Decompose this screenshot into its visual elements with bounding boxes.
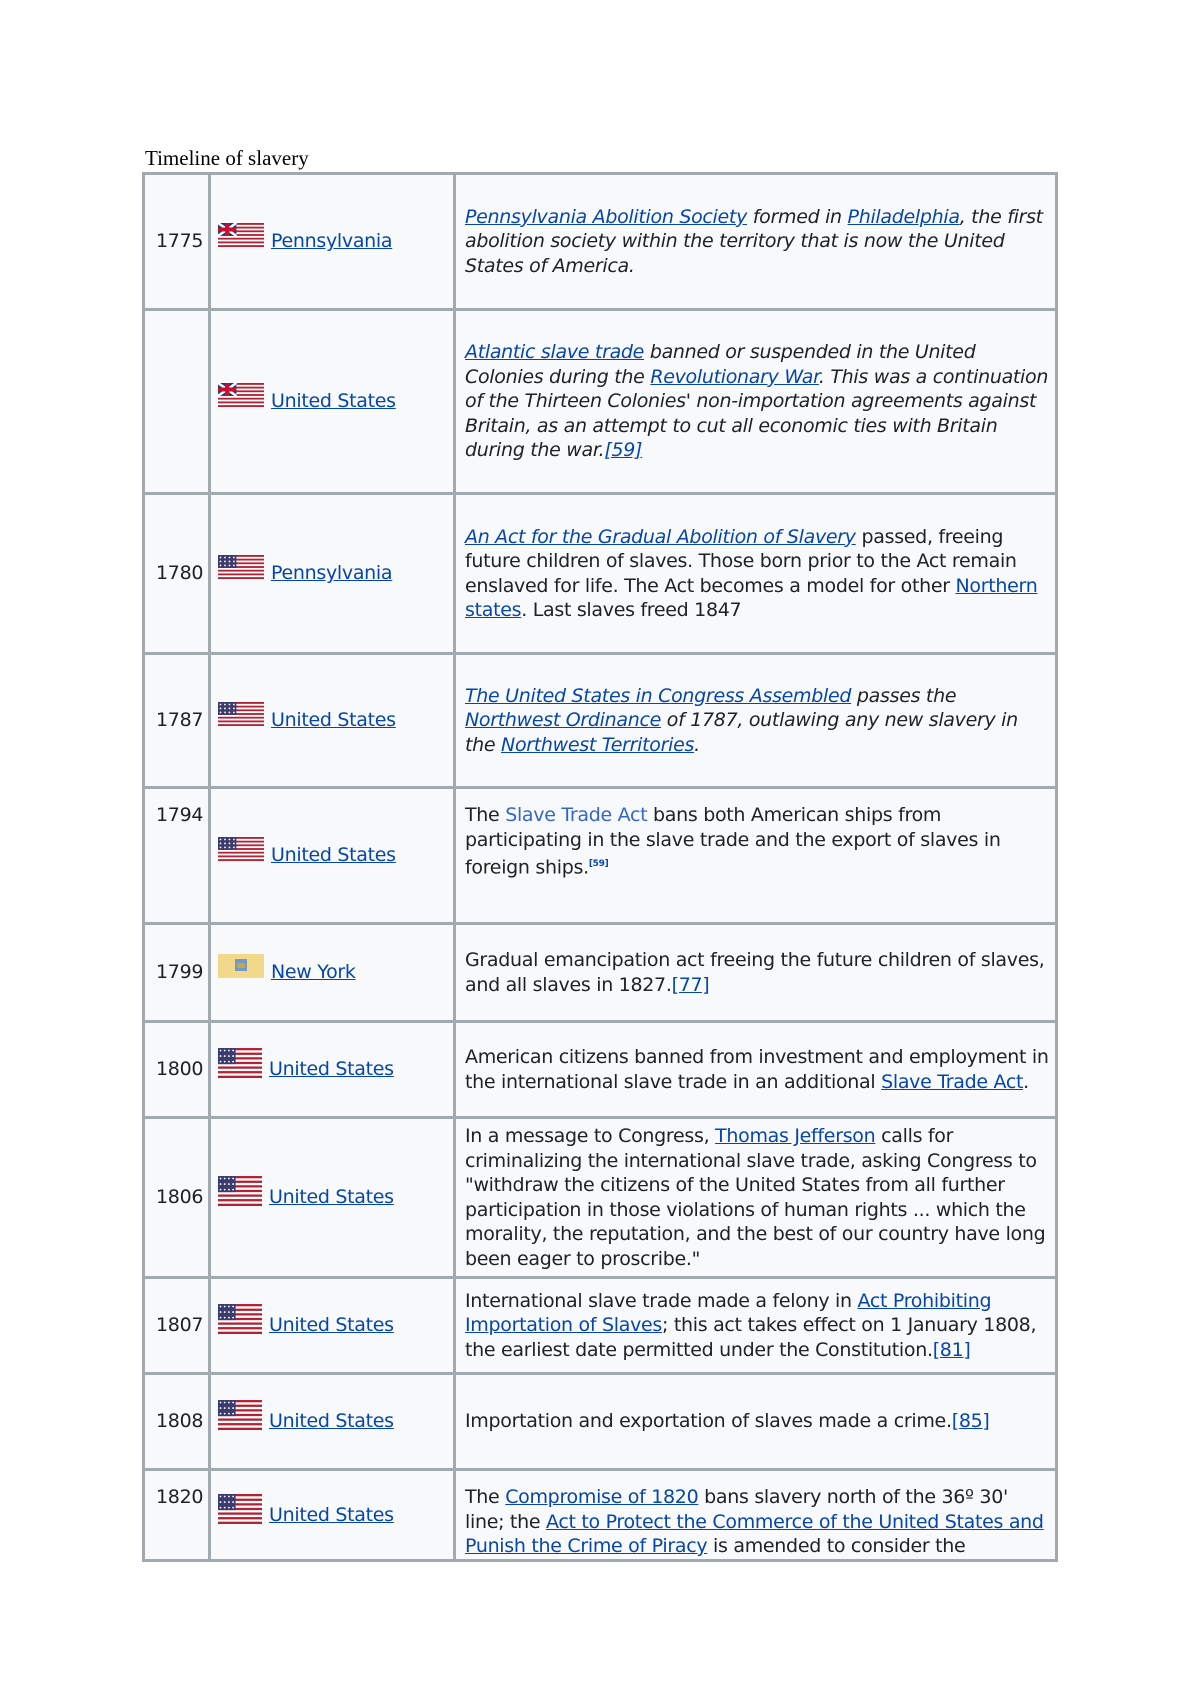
- place-cell: [210, 494, 455, 654]
- table-row: [144, 310, 1057, 494]
- place-cell: [210, 1118, 455, 1278]
- table-row: [144, 1278, 1057, 1374]
- event-cell: [455, 310, 1057, 494]
- event-text: bans both American ships from participating in the slave trade and the export of slaves in foreign ships.: [465, 804, 1001, 879]
- event-link[interactable]: Revolutionary War: [650, 365, 819, 388]
- place-cell: [210, 924, 455, 1022]
- place-cell: [210, 1470, 455, 1561]
- event-cell: [455, 1374, 1057, 1470]
- place-link[interactable]: United States: [271, 709, 396, 731]
- table-row: [144, 1118, 1057, 1278]
- place-link[interactable]: United States: [269, 1503, 394, 1526]
- table-row: [144, 174, 1057, 310]
- event-cell: [455, 654, 1057, 788]
- table-row: [144, 924, 1057, 1022]
- place-link[interactable]: United States: [271, 390, 396, 412]
- year-cell: 1820: [144, 1470, 210, 1561]
- event-cell: [455, 924, 1057, 1022]
- event-text: of 1787, outlawing any new slavery in the: [465, 709, 1018, 756]
- event-link[interactable]: Pennsylvania Abolition Society: [465, 205, 748, 228]
- year-cell: 1800: [144, 1022, 210, 1118]
- place-cell: [210, 1374, 455, 1470]
- event-text: passed, freeing future children of slaves. Those born prior to the Act remain enslaved for life. The Act becomes a model for other: [465, 525, 1017, 597]
- table-row: [144, 1470, 1057, 1561]
- event-text: The: [465, 1486, 506, 1508]
- event-link[interactable]: Northwest Territories: [501, 733, 695, 756]
- event-text: . Last slaves freed 1847: [521, 599, 742, 621]
- place-link[interactable]: United States: [269, 1058, 394, 1080]
- table-row: [144, 788, 1057, 924]
- year-cell: 1775: [144, 174, 210, 310]
- event-text: The: [465, 804, 506, 826]
- year-cell: 1780: [144, 494, 210, 654]
- place-link[interactable]: United States: [269, 1314, 394, 1336]
- event-text: calls for criminalizing the international slave trade, asking Congress to "withdraw the citizens of the United States from all further participation in those violations of human rights ... which the morality, the reputation, and the best of our country have long been eager to proscribe.": [465, 1125, 1046, 1270]
- event-text: Gradual emancipation act freeing the future children of slaves, and all slaves in 1827.: [465, 949, 1045, 996]
- place-link[interactable]: Pennsylvania: [271, 562, 393, 584]
- event-link[interactable]: Slave Trade Act: [505, 804, 648, 826]
- place-cell: [210, 788, 455, 924]
- year-cell: [144, 310, 210, 494]
- place-link[interactable]: Pennsylvania: [271, 230, 393, 252]
- event-link[interactable]: Thomas Jefferson: [715, 1125, 876, 1147]
- us-flag-icon: [218, 1176, 262, 1213]
- table-row: [144, 1374, 1057, 1470]
- event-cell: [455, 1022, 1057, 1118]
- event-text: Importation and exportation of slaves made a crime.: [465, 1410, 952, 1433]
- event-link[interactable]: Act Prohibiting Importation of Slaves: [465, 1289, 992, 1337]
- grand-union-flag-icon: [218, 223, 264, 254]
- year-cell: 1799: [144, 924, 210, 1022]
- place-link[interactable]: United States: [269, 1410, 394, 1432]
- table-row: [144, 1022, 1057, 1118]
- us-flag-icon: [218, 1048, 262, 1085]
- place-cell: [210, 310, 455, 494]
- event-link[interactable]: Atlantic slave trade: [465, 341, 645, 364]
- event-link[interactable]: The United States in Congress Assembled: [465, 684, 852, 707]
- event-text: passes the: [851, 684, 957, 707]
- us-flag-13-stars-icon: [218, 555, 264, 586]
- event-text: , the first abolition society within the territory that is now the United States of America.: [465, 205, 1043, 277]
- place-link[interactable]: United States: [269, 1186, 394, 1208]
- place-link[interactable]: United States: [271, 844, 396, 866]
- new-york-flag-icon: [218, 954, 264, 985]
- event-link[interactable]: Philadelphia: [847, 205, 960, 228]
- event-cell: [455, 788, 1057, 924]
- year-cell: 1794: [144, 788, 210, 924]
- event-link[interactable]: Act to Protect the Commerce of the United States and Punish the Crime of Piracy: [465, 1510, 1044, 1557]
- event-text: formed in: [747, 205, 848, 228]
- place-cell: [210, 174, 455, 310]
- event-link[interactable]: [85]: [951, 1410, 990, 1433]
- event-text: In a message to Congress,: [465, 1125, 716, 1147]
- place-cell: [210, 654, 455, 788]
- place-cell: [210, 1022, 455, 1118]
- year-cell: 1808: [144, 1374, 210, 1470]
- event-link[interactable]: Northwest Ordinance: [465, 709, 662, 732]
- table-caption: Timeline of slavery: [145, 146, 309, 170]
- event-link[interactable]: [59]: [604, 439, 643, 462]
- us-flag-icon: [218, 1494, 262, 1531]
- event-cell: [455, 1278, 1057, 1374]
- event-link[interactable]: Slave Trade Act: [881, 1070, 1024, 1093]
- timeline-table: [142, 172, 1058, 1562]
- event-link[interactable]: [81]: [932, 1338, 971, 1361]
- event-cell: [455, 494, 1057, 654]
- event-text: ; this act takes effect on 1 January 1808, the earliest date permitted under the Constitution.: [465, 1314, 1037, 1361]
- event-text: . This was a continuation of the Thirteen Colonies' non-importation agreements against Britain, as an attempt to cut all economic ties with Britain during the war.: [465, 365, 1049, 462]
- reference-sup[interactable]: [59]: [588, 859, 609, 869]
- table-row: [144, 494, 1057, 654]
- us-flag-icon: [218, 1304, 262, 1341]
- event-link[interactable]: [77]: [671, 973, 710, 996]
- event-cell: [455, 174, 1057, 310]
- event-text: is amended to consider the: [707, 1535, 966, 1557]
- place-cell: [210, 1278, 455, 1374]
- year-cell: 1807: [144, 1278, 210, 1374]
- event-cell: [455, 1118, 1057, 1278]
- event-text: .: [694, 733, 700, 756]
- year-cell: 1806: [144, 1118, 210, 1278]
- event-text: .: [1023, 1070, 1029, 1093]
- event-link[interactable]: Compromise of 1820: [505, 1486, 699, 1508]
- us-flag-icon: [218, 1400, 262, 1437]
- event-link[interactable]: Northern states: [465, 574, 1038, 621]
- event-text: International slave trade made a felony in: [465, 1289, 858, 1312]
- event-text: banned or suspended in the United Colonies during the: [465, 341, 976, 388]
- event-text: bans slavery north of the 36º 30' line; the: [465, 1486, 1008, 1533]
- event-text: American citizens banned from investment and employment in the international slave trade in an additional: [465, 1046, 1049, 1093]
- grand-union-flag-icon: [218, 383, 264, 414]
- event-link[interactable]: An Act for the Gradual Abolition of Slavery: [465, 525, 856, 548]
- year-cell: 1787: [144, 654, 210, 788]
- table-row: [144, 654, 1057, 788]
- event-cell: [455, 1470, 1057, 1561]
- us-flag-13-stars-icon: [218, 702, 264, 733]
- place-link[interactable]: New York: [271, 961, 356, 983]
- us-flag-15-stars-icon: [218, 837, 264, 868]
